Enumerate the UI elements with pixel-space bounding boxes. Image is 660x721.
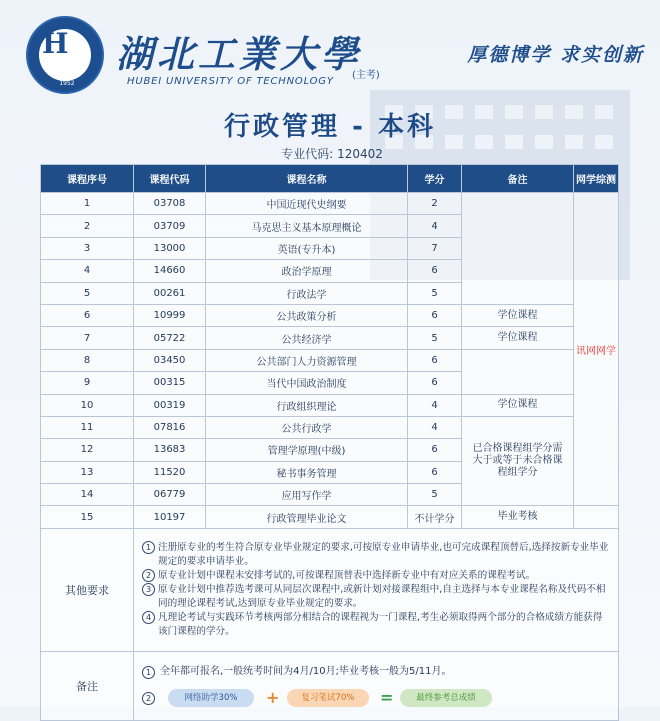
course-name: 马克思主义基本原理概论 [206,215,408,237]
table-row [41,193,619,215]
university-logo [26,16,104,94]
course-code: 00319 [134,394,206,416]
remark-cell: 学位课程 [462,394,574,416]
course-no: 8 [41,349,134,371]
course-no: 14 [41,484,134,506]
course-credit: 6 [408,461,462,483]
course-no: 1 [41,193,134,215]
remark-cell: 学位课程 [462,327,574,349]
column-header: 网学综测 [574,165,619,193]
course-credit: 4 [408,394,462,416]
course-code: 00315 [134,372,206,394]
course-credit: 5 [408,484,462,506]
course-table [40,164,619,721]
circled-number: 3 [142,583,155,596]
remark-cell: 毕业考核 [462,506,574,528]
course-no: 13 [41,461,134,483]
course-code: 10197 [134,506,206,528]
table-row [41,506,619,528]
major-code-line [0,145,660,162]
course-no: 12 [41,439,134,461]
course-code: 06779 [134,484,206,506]
table-row [41,416,619,438]
other-requirements-row [41,528,619,651]
circled-number: 2 [142,569,155,582]
course-no: 2 [41,215,134,237]
university-motto: 厚德博学 求实创新 [467,44,644,66]
score-formula [142,684,610,712]
course-credit: 7 [408,237,462,259]
course-name: 行政组织理论 [206,394,408,416]
course-code: 07816 [134,416,206,438]
circled-number: 1 [142,541,155,554]
column-header: 备注 [462,165,574,193]
online-test-cell: 讯网网学 [574,193,619,506]
course-code: 10999 [134,304,206,326]
course-code: 14660 [134,260,206,282]
notes-text [134,651,619,720]
course-code: 03709 [134,215,206,237]
table-row [41,394,619,416]
course-no: 5 [41,282,134,304]
course-credit: 不计学分 [408,506,462,528]
requirement-item [142,583,610,611]
course-credit: 6 [408,372,462,394]
column-header: 课程代码 [134,165,206,193]
course-credit: 4 [408,215,462,237]
notes-row [41,651,619,720]
course-no: 7 [41,327,134,349]
course-no: 9 [41,372,134,394]
course-name: 行政管理毕业论文 [206,506,408,528]
logo-emblem-icon: H [42,27,69,60]
requirement-text: 注册原专业的考生符合原专业毕业规定的要求,可按原专业申请毕业,也可完成课程顶替后,选择按新专业毕业规定的要求申请毕业。 [158,541,609,567]
table-header-row [41,165,619,193]
course-name: 行政法学 [206,282,408,304]
course-code: 00261 [134,282,206,304]
remark-group-cell: 已合格课程组学分需大于或等于未合格课程组学分 [462,416,574,506]
plus-icon: + [266,687,280,707]
course-no: 3 [41,237,134,259]
requirement-item [142,569,610,583]
notes-label: 备注 [41,651,134,720]
university-name-cn: 湖北工業大學 [116,32,362,76]
course-no: 15 [41,506,134,528]
course-name: 公共政策分析 [206,304,408,326]
final-score-badge: 最终参考总成绩 [400,689,492,707]
page-header [0,0,660,105]
remark-cell [462,349,574,394]
course-code: 11520 [134,461,206,483]
course-code: 03708 [134,193,206,215]
note-text: 全年都可报名,一般统考时间为4月/10月;毕业考核一般为5/11月。 [160,665,452,677]
other-requirements-text [134,528,619,651]
course-no: 11 [41,416,134,438]
remark-cell [462,193,574,305]
university-name-en: HUBEI UNIVERSITY OF TECHNOLOGY [127,76,334,87]
course-credit: 4 [408,416,462,438]
other-requirements-label: 其他要求 [41,528,134,651]
course-name: 公共部门人力资源管理 [206,349,408,371]
column-header: 课程序号 [41,165,134,193]
course-no: 6 [41,304,134,326]
circled-number: 1 [142,666,155,679]
course-name: 应用写作学 [206,484,408,506]
table-row [41,304,619,326]
page-title: 行政管理 - 本科 [224,112,436,142]
course-name: 公共经济学 [206,327,408,349]
online-test-empty-cell [574,506,619,528]
circled-number: 4 [142,611,155,624]
course-credit: 6 [408,349,462,371]
equals-icon: = [380,687,394,707]
major-code-label: 专业代码: [281,147,334,161]
logo-year: 1952 [59,80,75,87]
note-item [142,660,610,684]
course-credit: 6 [408,439,462,461]
course-credit: 6 [408,260,462,282]
requirement-item [142,541,610,569]
table-row [41,349,619,371]
requirement-text: 原专业计划中课程未安排考试的,可按课程顶替表中选择新专业中有对应关系的课程考试。 [158,569,536,581]
course-name: 政治学原理 [206,260,408,282]
course-name: 秘书事务管理 [206,461,408,483]
major-code: 120402 [337,147,383,161]
circled-number: 2 [142,692,155,705]
course-credit: 2 [408,193,462,215]
table-row [41,327,619,349]
course-code: 05722 [134,327,206,349]
course-credit: 5 [408,282,462,304]
remark-cell: 学位课程 [462,304,574,326]
course-name: 英语(专升本) [206,237,408,259]
course-code: 03450 [134,349,206,371]
course-code: 13683 [134,439,206,461]
requirement-text: 凡理论考试与实践环节考核两部分相结合的课程视为一门课程,考生必须取得两个部分的合格成绩方能获得该门课程的学分。 [158,611,603,637]
course-no: 4 [41,260,134,282]
requirement-item [142,611,610,639]
written-review-badge: 复习笔试70% [287,689,369,707]
course-code: 13000 [134,237,206,259]
course-name: 当代中国政治制度 [206,372,408,394]
column-header: 课程名称 [206,165,408,193]
online-study-badge: 网络助学30% [168,689,254,707]
course-name: 中国近现代史纲要 [206,193,408,215]
column-header: 学分 [408,165,462,193]
course-credit: 5 [408,327,462,349]
course-credit: 6 [408,304,462,326]
course-no: 10 [41,394,134,416]
host-tag: (主考) [352,70,380,81]
requirement-text: 原专业计划中推荐选考课可从同层次课程中,或新计划对接课程组中,自主选择与本专业课程名称及代码不相同的理论课程考试,达到原专业毕业规定的要求。 [158,583,606,609]
course-name: 公共行政学 [206,416,408,438]
course-name: 管理学原理(中级) [206,439,408,461]
